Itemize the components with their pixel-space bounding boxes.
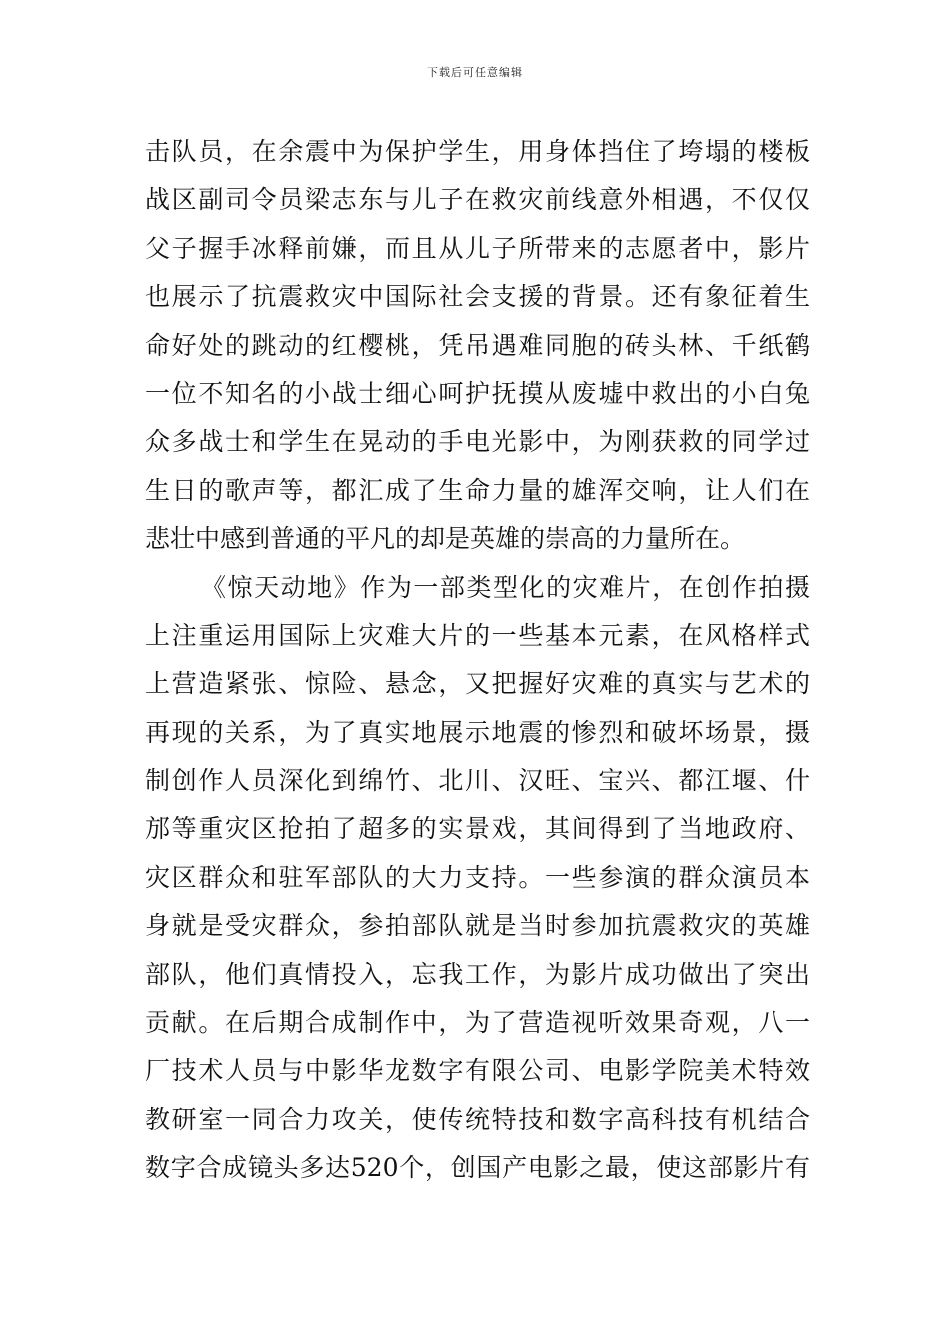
text-line: 教研室一同合力攻关，使传统特技和数字高科技有机结合 — [145, 1104, 810, 1134]
text-line: 数字合成镜头多达520个，创国产电影之最，使这部影片有 — [145, 1153, 810, 1183]
paragraph-start-line: 《惊天动地》作为一部类型化的灾难片，在创作拍摄 — [201, 572, 810, 602]
text-line: 父子握手冰释前嫌，而且从儿子所带来的志愿者中，影片 — [145, 233, 810, 263]
page-header: 下载后可任意编辑 — [427, 66, 523, 79]
text-line: 邡等重灾区抢拍了超多的实景戏，其间得到了当地政府、 — [145, 814, 810, 844]
text-line: 众多战士和学生在晃动的手电光影中，为刚获救的同学过 — [145, 427, 810, 457]
text-line: 也展示了抗震救灾中国际社会支援的背景。还有象征着生 — [145, 282, 810, 312]
text-line: 一位不知名的小战士细心呵护抚摸从废墟中救出的小白兔 — [145, 378, 810, 408]
text-line: 身就是受灾群众，参拍部队就是当时参加抗震救灾的英雄 — [145, 911, 810, 941]
text-line: 贡献。在后期合成制作中，为了营造视听效果奇观，八一 — [145, 1008, 810, 1038]
text-line: 击队员，在余震中为保护学生，用身体挡住了垮塌的楼板 — [145, 137, 810, 166]
text-line: 厂技术人员与中影华龙数字有限公司、电影学院美术特效 — [145, 1056, 810, 1086]
text-line: 命好处的跳动的红樱桃，凭吊遇难同胞的砖头林、千纸鹤 — [145, 330, 810, 360]
text-line: 上营造紧张、惊险、悬念，又把握好灾难的真实与艺术的 — [145, 669, 810, 699]
text-line: 上注重运用国际上灾难大片的一些基本元素，在风格样式 — [145, 620, 810, 650]
text-line: 部队，他们真情投入，忘我工作，为影片成功做出了突出 — [145, 959, 810, 989]
document-body — [145, 128, 810, 1193]
text-line: 灾区群众和驻军部队的大力支持。一些参演的群众演员本 — [145, 862, 810, 892]
paragraph-end-line: 悲壮中感到普通的平凡的却是英雄的崇高的力量所在。 — [145, 524, 746, 554]
text-line: 生日的歌声等，都汇成了生命力量的雄浑交响，让人们在 — [145, 475, 810, 505]
text-line: 制创作人员深化到绵竹、北川、汉旺、宝兴、都江堰、什 — [145, 766, 810, 796]
text-line: 战区副司令员梁志东与儿子在救灾前线意外相遇，不仅仅 — [145, 185, 810, 215]
text-line: 再现的关系，为了真实地展示地震的惨烈和破坏场景，摄 — [145, 717, 810, 747]
